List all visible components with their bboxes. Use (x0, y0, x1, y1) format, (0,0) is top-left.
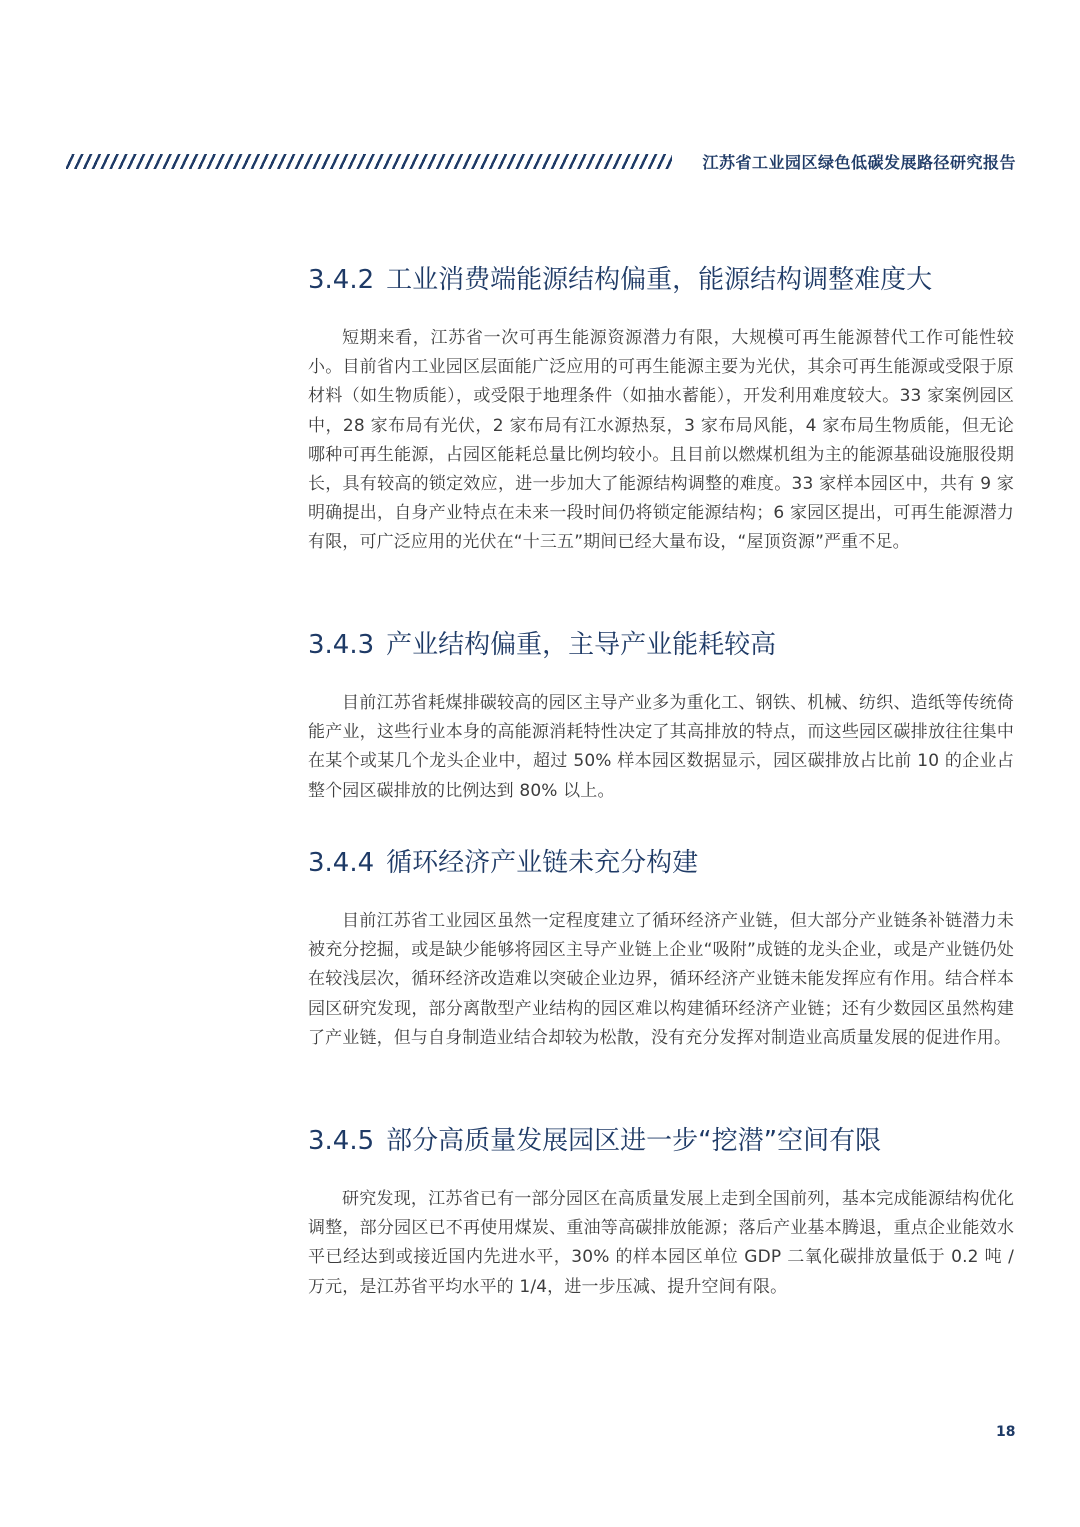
section-number: 3.4.3 (308, 630, 375, 660)
section-title: 工业消费端能源结构偏重，能源结构调整难度大 (386, 265, 933, 295)
section-3-4-5 (308, 1123, 1014, 1302)
section-heading (308, 845, 1014, 881)
section-number: 3.4.2 (308, 265, 375, 295)
section-paragraph: 短期来看，江苏省一次可再生能源资源潜力有限，大规模可再生能源替代工作可能性较小。目前省内工业园区层面能广泛应用的可再生能源主要为光伏，其余可再生能源或受限于原材料（如生物质能），或受限于地理条件（如抽水蓄能），开发利用难度较大。33 家案例园区中，28 家布局有光伏，2 家布局有江水源热泵，3 家布局风能，4 家布局生物质能，但无论哪种可再生能源，占园区能耗总量比例均较小。且目前以燃煤机组为主的能源基础设施服役期长，具有较高的锁定效应，进一步加大了能源结构调整的难度。33 家样本园区中，共有 9 家明确提出，自身产业特点在未来一段时间仍将锁定能源结构；6 家园区提出，可再生能源潜力有限，可广泛应用的光伏在“十三五”期间已经大量布设，“屋顶资源”严重不足。 (308, 328, 1014, 553)
page-header (66, 148, 1016, 178)
section-3-4-2 (308, 262, 1014, 558)
section-number: 3.4.5 (308, 1126, 375, 1156)
section-paragraph: 目前江苏省工业园区虽然一定程度建立了循环经济产业链，但大部分产业链条补链潜力未被充分挖掘，或是缺少能够将园区主导产业链上企业“吸附”成链的龙头企业，或是产业链仍处在较浅层次，循环经济改造难以突破企业边界，循环经济产业链未能发挥应有作用。结合样本园区研究发现，部分离散型产业结构的园区难以构建循环经济产业链；还有少数园区虽然构建了产业链，但与自身制造业结合却较为松散，没有充分发挥对制造业高质量发展的促进作用。 (308, 911, 1014, 1048)
page-number: 18 (996, 1424, 1016, 1440)
section-heading (308, 1123, 1014, 1159)
header-stripe-decoration (66, 154, 672, 169)
section-heading (308, 262, 1014, 298)
section-number: 3.4.4 (308, 848, 375, 878)
section-title: 循环经济产业链未充分构建 (386, 848, 699, 878)
section-paragraph: 目前江苏省耗煤排碳较高的园区主导产业多为重化工、钢铁、机械、纺织、造纸等传统倚能产业，这些行业本身的高能源消耗特性决定了其高排放的特点，而这些园区碳排放往往集中在某个或某几个龙头企业中，超过 50% 样本园区数据显示，园区碳排放占比前 10 的企业占整个园区碳排放的比例达到 80% 以上。 (308, 693, 1014, 801)
section-heading (308, 627, 1014, 663)
section-3-4-4 (308, 845, 1014, 1053)
section-title: 部分高质量发展园区进一步“挖潜”空间有限 (386, 1126, 882, 1156)
section-3-4-3 (308, 627, 1014, 806)
section-paragraph: 研究发现，江苏省已有一部分园区在高质量发展上走到全国前列，基本完成能源结构优化调整，部分园区已不再使用煤炭、重油等高碳排放能源；落后产业基本腾退，重点企业能效水平已经达到或接近国内先进水平，30% 的样本园区单位 GDP 二氧化碳排放量低于 0.2 吨 / 万元，是江苏省平均水平的 1/4，进一步压减、提升空间有限。 (308, 1189, 1014, 1297)
report-title: 江苏省工业园区绿色低碳发展路径研究报告 (702, 153, 1016, 172)
section-title: 产业结构偏重，主导产业能耗较高 (386, 630, 777, 660)
